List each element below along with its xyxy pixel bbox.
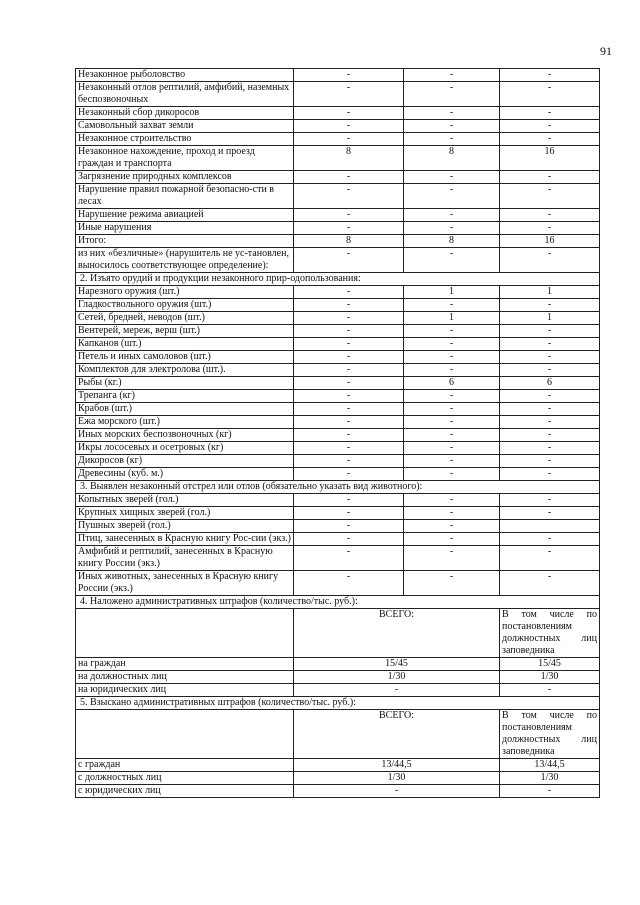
row-label: Пушных зверей (гол.) (76, 520, 294, 533)
value-cell: - (404, 325, 500, 338)
value-cell: - (294, 785, 500, 798)
value-cell: - (294, 377, 404, 390)
value-cell: - (500, 684, 600, 697)
value-cell: 13/44,5 (294, 759, 500, 772)
value-cell: - (404, 468, 500, 481)
value-cell: - (294, 507, 404, 520)
value-cell: - (404, 82, 500, 107)
value-cell: - (500, 325, 600, 338)
row-label: Иные нарушения (76, 222, 294, 235)
value-cell: 6 (404, 377, 500, 390)
value-cell: - (404, 209, 500, 222)
page-number: 91 (600, 44, 612, 58)
value-cell: 16 (500, 146, 600, 171)
section-title-row (76, 273, 600, 286)
row-label: Дикоросов (кг) (76, 455, 294, 468)
table-row (76, 684, 600, 697)
value-cell: - (294, 520, 404, 533)
value-cell: - (294, 390, 404, 403)
value-cell: - (294, 325, 404, 338)
table-row (76, 658, 600, 671)
included-header: В том числе по постановлениям должностных лиц заповедника (500, 609, 600, 658)
table-row (76, 171, 600, 184)
row-label: Рыбы (кг.) (76, 377, 294, 390)
value-cell: 1 (404, 312, 500, 325)
value-cell: - (500, 403, 600, 416)
value-cell: - (500, 416, 600, 429)
table-row (76, 235, 600, 248)
value-cell: - (500, 184, 600, 209)
row-label: Птиц, занесенных в Красную книгу Рос-сии (экз.) (76, 533, 294, 546)
value-cell: - (500, 82, 600, 107)
row-label: Копытных зверей (гол.) (76, 494, 294, 507)
total-header: ВСЕГО: (294, 609, 500, 658)
value-cell: - (500, 222, 600, 235)
table-row (76, 69, 600, 82)
section-title-row (76, 481, 600, 494)
value-cell: - (294, 546, 404, 571)
value-cell: 15/45 (294, 658, 500, 671)
row-label: Крабов (шт.) (76, 403, 294, 416)
table-row (76, 533, 600, 546)
value-cell: - (500, 248, 600, 273)
value-cell: - (500, 171, 600, 184)
value-cell: - (500, 442, 600, 455)
table-row (76, 364, 600, 377)
table-row (76, 120, 600, 133)
value-cell: - (404, 171, 500, 184)
table-row (76, 377, 600, 390)
value-cell: - (500, 571, 600, 596)
table-row (76, 468, 600, 481)
value-cell: - (500, 455, 600, 468)
value-cell: - (294, 171, 404, 184)
value-cell: - (500, 494, 600, 507)
table-row (76, 772, 600, 785)
table-row (76, 571, 600, 596)
value-cell: - (294, 403, 404, 416)
value-cell: - (404, 416, 500, 429)
value-cell: - (500, 546, 600, 571)
value-cell: 1/30 (294, 772, 500, 785)
blank-cell (76, 710, 294, 759)
row-label: Крупных хищных зверей (гол.) (76, 507, 294, 520)
value-cell: - (500, 299, 600, 312)
table-row (76, 455, 600, 468)
row-label: Капканов (шт.) (76, 338, 294, 351)
value-cell: - (404, 571, 500, 596)
value-cell: 8 (404, 146, 500, 171)
table-row (76, 416, 600, 429)
value-cell: - (294, 338, 404, 351)
value-cell: - (294, 533, 404, 546)
row-label: Иных морских беспозвоночных (кг) (76, 429, 294, 442)
table-row (76, 442, 600, 455)
value-cell: - (404, 107, 500, 120)
table-row (76, 671, 600, 684)
value-cell: - (294, 69, 404, 82)
row-label: Икры лососевых и осетровых (кг) (76, 442, 294, 455)
value-cell: - (404, 455, 500, 468)
value-cell: - (294, 455, 404, 468)
value-cell: - (294, 684, 500, 697)
table-row (76, 146, 600, 171)
value-cell: - (294, 248, 404, 273)
row-label: Древесины (куб. м.) (76, 468, 294, 481)
table-row (76, 312, 600, 325)
value-cell: - (500, 429, 600, 442)
value-cell: - (404, 120, 500, 133)
table-row (76, 184, 600, 209)
value-cell: - (500, 364, 600, 377)
value-cell: - (294, 107, 404, 120)
value-cell: 1/30 (500, 772, 600, 785)
included-header: В том числе по постановлениям должностных лиц заповедника (500, 710, 600, 759)
value-cell: 6 (500, 377, 600, 390)
row-label: Незаконное нахождение, проход и проезд граждан и транспорта (76, 146, 294, 171)
report-table-container (75, 68, 599, 798)
value-cell: - (294, 286, 404, 299)
value-cell: - (404, 507, 500, 520)
fines-header-row (76, 710, 600, 759)
row-label: Загрязнение природных комплексов (76, 171, 294, 184)
value-cell: - (404, 364, 500, 377)
value-cell: - (500, 351, 600, 364)
row-label: Итого: (76, 235, 294, 248)
value-cell: - (500, 133, 600, 146)
row-label: Трепанга (кг) (76, 390, 294, 403)
value-cell: - (294, 494, 404, 507)
value-cell: - (294, 120, 404, 133)
row-label: Амфибий и рептилий, занесенных в Красную книгу России (экз.) (76, 546, 294, 571)
value-cell: - (404, 133, 500, 146)
row-label: Вентерей, мереж, верш (шт.) (76, 325, 294, 338)
row-label: Незаконное рыболовство (76, 69, 294, 82)
value-cell: 16 (500, 235, 600, 248)
value-cell: - (294, 416, 404, 429)
table-row (76, 222, 600, 235)
value-cell: - (404, 533, 500, 546)
value-cell: - (294, 82, 404, 107)
value-cell: - (294, 184, 404, 209)
section-3-title: 3. Выявлен незаконный отстрел или отлов (обязательно указать вид животного): (76, 481, 600, 494)
table-row (76, 209, 600, 222)
table-row (76, 429, 600, 442)
row-label: Нарезного оружия (шт.) (76, 286, 294, 299)
value-cell: - (404, 390, 500, 403)
row-label: Незаконный отлов рептилий, амфибий, наземных беспозвоночных (76, 82, 294, 107)
table-row (76, 133, 600, 146)
value-cell: - (294, 312, 404, 325)
value-cell: 8 (294, 146, 404, 171)
value-cell: - (404, 338, 500, 351)
row-label: с должностных лиц (76, 772, 294, 785)
value-cell: - (294, 468, 404, 481)
table-row (76, 403, 600, 416)
value-cell: - (500, 468, 600, 481)
row-label: на юридических лиц (76, 684, 294, 697)
table-row (76, 286, 600, 299)
value-cell: 1 (500, 312, 600, 325)
table-row (76, 338, 600, 351)
value-cell: - (294, 429, 404, 442)
value-cell: - (500, 785, 600, 798)
table-row (76, 82, 600, 107)
value-cell: - (500, 107, 600, 120)
value-cell: 1 (500, 286, 600, 299)
row-label: на граждан (76, 658, 294, 671)
value-cell: 1/30 (500, 671, 600, 684)
value-cell: - (404, 351, 500, 364)
table-row (76, 520, 600, 533)
value-cell: - (404, 299, 500, 312)
table-row (76, 759, 600, 772)
section-4-title: 4. Наложено административных штрафов (количество/тыс. руб.): (76, 596, 600, 609)
value-cell: - (404, 222, 500, 235)
value-cell: 15/45 (500, 658, 600, 671)
value-cell: - (500, 507, 600, 520)
value-cell: - (404, 429, 500, 442)
row-label: Незаконный сбор дикоросов (76, 107, 294, 120)
value-cell: - (500, 338, 600, 351)
row-label: Ежа морского (шт.) (76, 416, 294, 429)
row-label: Комплектов для электролова (шт.). (76, 364, 294, 377)
row-label: Иных животных, занесенных в Красную книгу России (экз.) (76, 571, 294, 596)
value-cell: - (294, 351, 404, 364)
value-cell: - (404, 248, 500, 273)
table-row (76, 351, 600, 364)
report-table (75, 68, 600, 798)
section-5-title: 5. Взыскано административных штрафов (количество/тыс. руб.): (76, 697, 600, 710)
row-label: на должностных лиц (76, 671, 294, 684)
value-cell: - (404, 184, 500, 209)
table-row (76, 785, 600, 798)
value-cell: - (500, 69, 600, 82)
value-cell: - (500, 209, 600, 222)
table-row (76, 325, 600, 338)
value-cell: - (404, 442, 500, 455)
row-label: из них «безличные» (нарушитель не ус-тановлен, выносилось соответствующее определение): (76, 248, 294, 273)
value-cell: 8 (404, 235, 500, 248)
value-cell: - (294, 209, 404, 222)
table-row (76, 107, 600, 120)
value-cell: - (404, 520, 500, 533)
table-row (76, 248, 600, 273)
value-cell: 8 (294, 235, 404, 248)
row-label: Нарушение правил пожарной безопасно-сти в лесах (76, 184, 294, 209)
section-title-row (76, 596, 600, 609)
value-cell (500, 520, 600, 533)
value-cell: - (294, 133, 404, 146)
value-cell: - (500, 120, 600, 133)
section-title-row (76, 697, 600, 710)
value-cell: - (294, 299, 404, 312)
value-cell: - (294, 571, 404, 596)
value-cell: - (294, 442, 404, 455)
value-cell: - (500, 533, 600, 546)
row-label: Петель и иных самоловов (шт.) (76, 351, 294, 364)
value-cell: 1/30 (294, 671, 500, 684)
row-label: с юридических лиц (76, 785, 294, 798)
value-cell: - (404, 546, 500, 571)
section-2-title: 2. Изъято орудий и продукции незаконного прир-одопользования: (76, 273, 600, 286)
table-row (76, 507, 600, 520)
row-label: Гладкоствольного оружия (шт.) (76, 299, 294, 312)
value-cell: 1 (404, 286, 500, 299)
row-label: Самовольный захват земли (76, 120, 294, 133)
table-row (76, 494, 600, 507)
report-table-body (76, 69, 600, 798)
table-row (76, 390, 600, 403)
row-label: с граждан (76, 759, 294, 772)
value-cell: - (404, 69, 500, 82)
table-row (76, 299, 600, 312)
value-cell: - (294, 364, 404, 377)
row-label: Незаконное строительство (76, 133, 294, 146)
blank-cell (76, 609, 294, 658)
table-row (76, 546, 600, 571)
row-label: Сетей, бредней, неводов (шт.) (76, 312, 294, 325)
value-cell: 13/44,5 (500, 759, 600, 772)
value-cell: - (294, 222, 404, 235)
row-label: Нарушение режима авиацией (76, 209, 294, 222)
total-header: ВСЕГО: (294, 710, 500, 759)
fines-header-row (76, 609, 600, 658)
value-cell: - (500, 390, 600, 403)
value-cell: - (404, 403, 500, 416)
value-cell: - (404, 494, 500, 507)
